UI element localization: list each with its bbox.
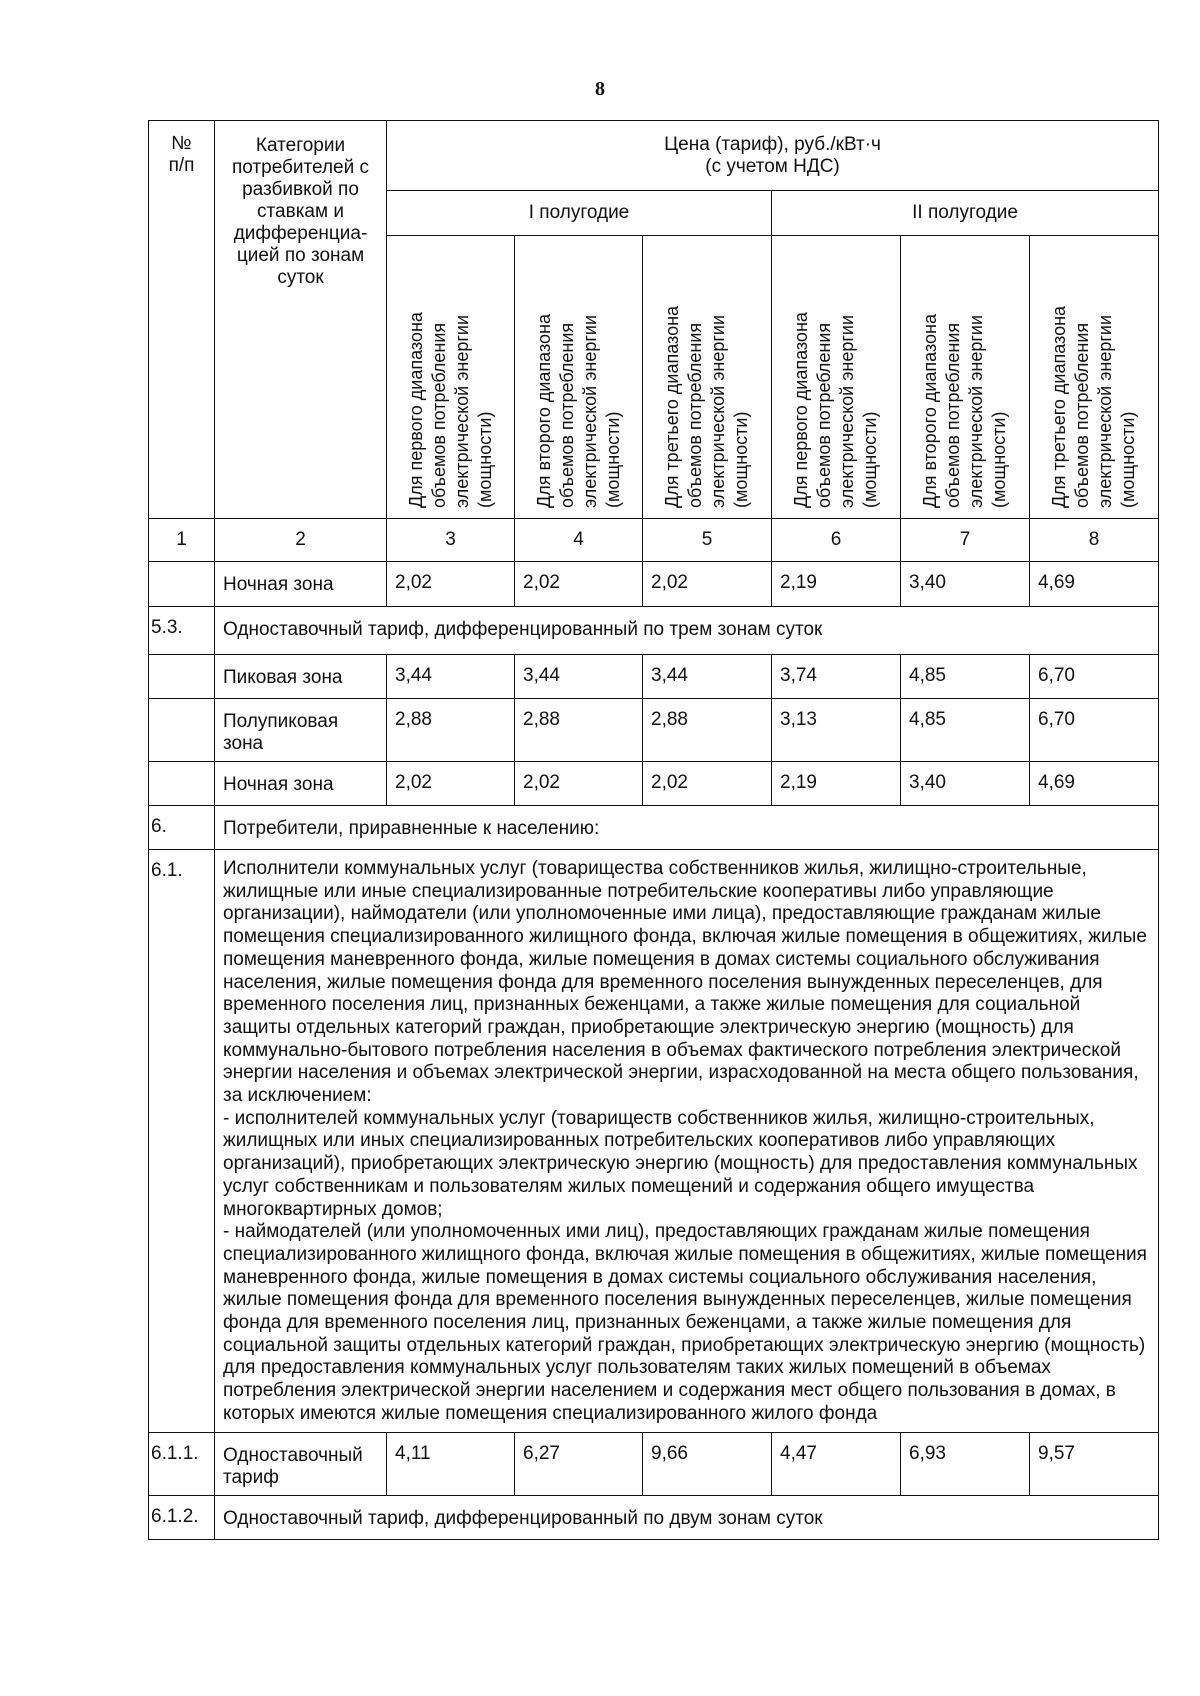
price-cell: 4,85	[901, 655, 1030, 699]
subheader-cell	[387, 236, 515, 519]
row-name: Пиковая зона	[215, 655, 387, 699]
table-row	[149, 562, 1159, 607]
price-cell: 6,70	[1030, 699, 1159, 762]
header-price	[387, 121, 1159, 191]
header-category	[215, 121, 387, 519]
price-cell: 6,27	[515, 1432, 643, 1495]
row-number	[149, 655, 215, 699]
price-cell: 9,57	[1030, 1432, 1159, 1495]
row-number	[149, 562, 215, 607]
row-description: Исполнители коммунальных услуг (товарищества собственников жилья, жилищно-строительные, жилищные или иные специализированные потребительские кооперативы либо управляющие организации), наймодатели (или уполномоченные ими лица), предоставляющие гражданам жилые помещения специализированного жилищного фонда, включая жилые помещения в общежитиях, жилые помещения маневренного фонда, жилые помещения в домах системы социального обслуживания населения, жилые помещения фонда для временного поселения вынужденных переселенцев, для временного поселения лиц, признанных беженцами, а также жилые помещения для социальной защиты отдельных категорий граждан, приобретающие электрическую энергию (мощность) для коммунально-бытового потребления населения в объемах фактического потребления электрической энергии населения и объемах электрической энергии, израсходованной на места общего пользования, за исключением: - исполнителей коммунальных услуг (товариществ собственников жилья, жилищно-строительных, жилищных или иных специализированных потребительских кооперативов либо управляющих организаций), приобретающих электрическую энергию (мощность) для предоставления коммунальных услуг собственникам и пользователям жилых помещений и содержания общего имущества многоквартирных домов; - наймодателей (или уполномоченных ими лиц), предоставляющих гражданам жилые помещения специализированного жилищного фонда, включая жилые помещения в общежитиях, жилые помещения маневренного фонда, жилые помещения в домах системы социального обслуживания населения, жилые помещения фонда для временного поселения вынужденных переселенцев, жилые помещения фонда для временного поселения лиц, признанных беженцами, а также жилые помещения для социальной защиты отдельных категорий граждан, приобретающих электрическую энергию (мощность) для предоставления коммунальных услуг пользователям таких жилых помещений в объемах потребления электрической энергии населением и содержания мест общего пользования в домах, в которых имеются жилые помещения специализированного жилого фонда	[215, 850, 1159, 1433]
header-price-text: Цена (тариф), руб./кВт·ч (с учетом НДС)	[664, 133, 881, 177]
table-row	[149, 850, 1159, 1433]
tariff-table	[148, 120, 1159, 1540]
price-cell: 2,02	[515, 562, 643, 607]
price-cell: 3,13	[772, 699, 901, 762]
index-cell: 3	[387, 519, 515, 562]
price-cell: 4,69	[1030, 762, 1159, 806]
row-name: Ночная зона	[215, 562, 387, 607]
index-row	[149, 519, 1159, 562]
price-cell: 3,40	[901, 562, 1030, 607]
row-number: 5.3.	[149, 607, 215, 655]
table-row	[149, 607, 1159, 655]
row-number: 6.1.1.	[149, 1432, 215, 1495]
row-number: 6.1.2.	[149, 1495, 215, 1539]
page-number: 8	[595, 78, 605, 100]
row-name: Ночная зона	[215, 762, 387, 806]
price-cell: 4,85	[901, 699, 1030, 762]
price-cell: 6,70	[1030, 655, 1159, 699]
subheader-text: Для третьего диапазона объемов потребления электрической энергии (мощности)	[662, 305, 751, 508]
header-half2: II полугодие	[772, 191, 1159, 236]
header-num-text: № п/п	[168, 133, 195, 176]
price-cell: 9,66	[643, 1432, 772, 1495]
price-cell: 3,44	[515, 655, 643, 699]
subheader-text: Для второго диапазона объемов потребления электрической энергии (мощности)	[920, 313, 1009, 508]
price-cell: 3,74	[772, 655, 901, 699]
price-cell: 4,47	[772, 1432, 901, 1495]
table-row	[149, 1495, 1159, 1539]
price-cell: 3,44	[643, 655, 772, 699]
price-cell: 2,19	[772, 562, 901, 607]
row-name: Одноставочный тариф	[215, 1432, 387, 1495]
price-cell: 3,40	[901, 762, 1030, 806]
subheader-text: Для третьего диапазона объемов потребления электрической энергии (мощности)	[1049, 305, 1139, 508]
subheader-cell	[515, 236, 643, 519]
price-cell: 4,69	[1030, 562, 1159, 607]
index-cell: 2	[215, 519, 387, 562]
price-cell: 4,11	[387, 1432, 515, 1495]
table-row	[149, 806, 1159, 850]
price-cell: 2,02	[387, 762, 515, 806]
subheader-cell	[772, 236, 901, 519]
price-cell: 2,02	[643, 762, 772, 806]
index-cell: 5	[643, 519, 772, 562]
subheader-cell	[1030, 236, 1159, 519]
header-half1: I полугодие	[387, 191, 772, 236]
price-cell: 2,88	[387, 699, 515, 762]
subheader-cell	[643, 236, 772, 519]
table-row	[149, 1432, 1159, 1495]
table-row	[149, 762, 1159, 806]
price-cell: 2,88	[515, 699, 643, 762]
row-name: Полупиковая зона	[215, 699, 387, 762]
price-cell: 2,88	[643, 699, 772, 762]
price-cell: 2,02	[643, 562, 772, 607]
section-title: Одноставочный тариф, дифференцированный по трем зонам суток	[215, 607, 1159, 655]
header-num	[149, 121, 215, 519]
table-row	[149, 655, 1159, 699]
subheader-text: Для первого диапазона объемов потребления электрической энергии (мощности)	[791, 312, 880, 508]
subheader-text: Для первого диапазона объемов потребления электрической энергии (мощности)	[405, 312, 495, 508]
row-number	[149, 699, 215, 762]
price-cell: 6,93	[901, 1432, 1030, 1495]
row-number: 6.	[149, 806, 215, 850]
price-cell: 3,44	[387, 655, 515, 699]
price-cell: 2,02	[387, 562, 515, 607]
section-title: Потребители, приравненные к населению:	[215, 806, 1159, 850]
row-number: 6.1.	[149, 850, 215, 1433]
table-row	[149, 699, 1159, 762]
price-cell: 2,02	[515, 762, 643, 806]
index-cell: 6	[772, 519, 901, 562]
index-cell: 7	[901, 519, 1030, 562]
index-cell: 4	[515, 519, 643, 562]
subheader-text: Для второго диапазона объемов потребления электрической энергии (мощности)	[533, 313, 623, 508]
index-cell: 1	[149, 519, 215, 562]
section-title: Одноставочный тариф, дифференцированный по двум зонам суток	[215, 1495, 1159, 1539]
index-cell: 8	[1030, 519, 1159, 562]
header-category-text: Категории потребителей с разбивкой по ставкам и дифференциа-цией по зонам суток	[231, 135, 370, 288]
row-number	[149, 762, 215, 806]
price-cell: 2,19	[772, 762, 901, 806]
subheader-cell	[901, 236, 1030, 519]
